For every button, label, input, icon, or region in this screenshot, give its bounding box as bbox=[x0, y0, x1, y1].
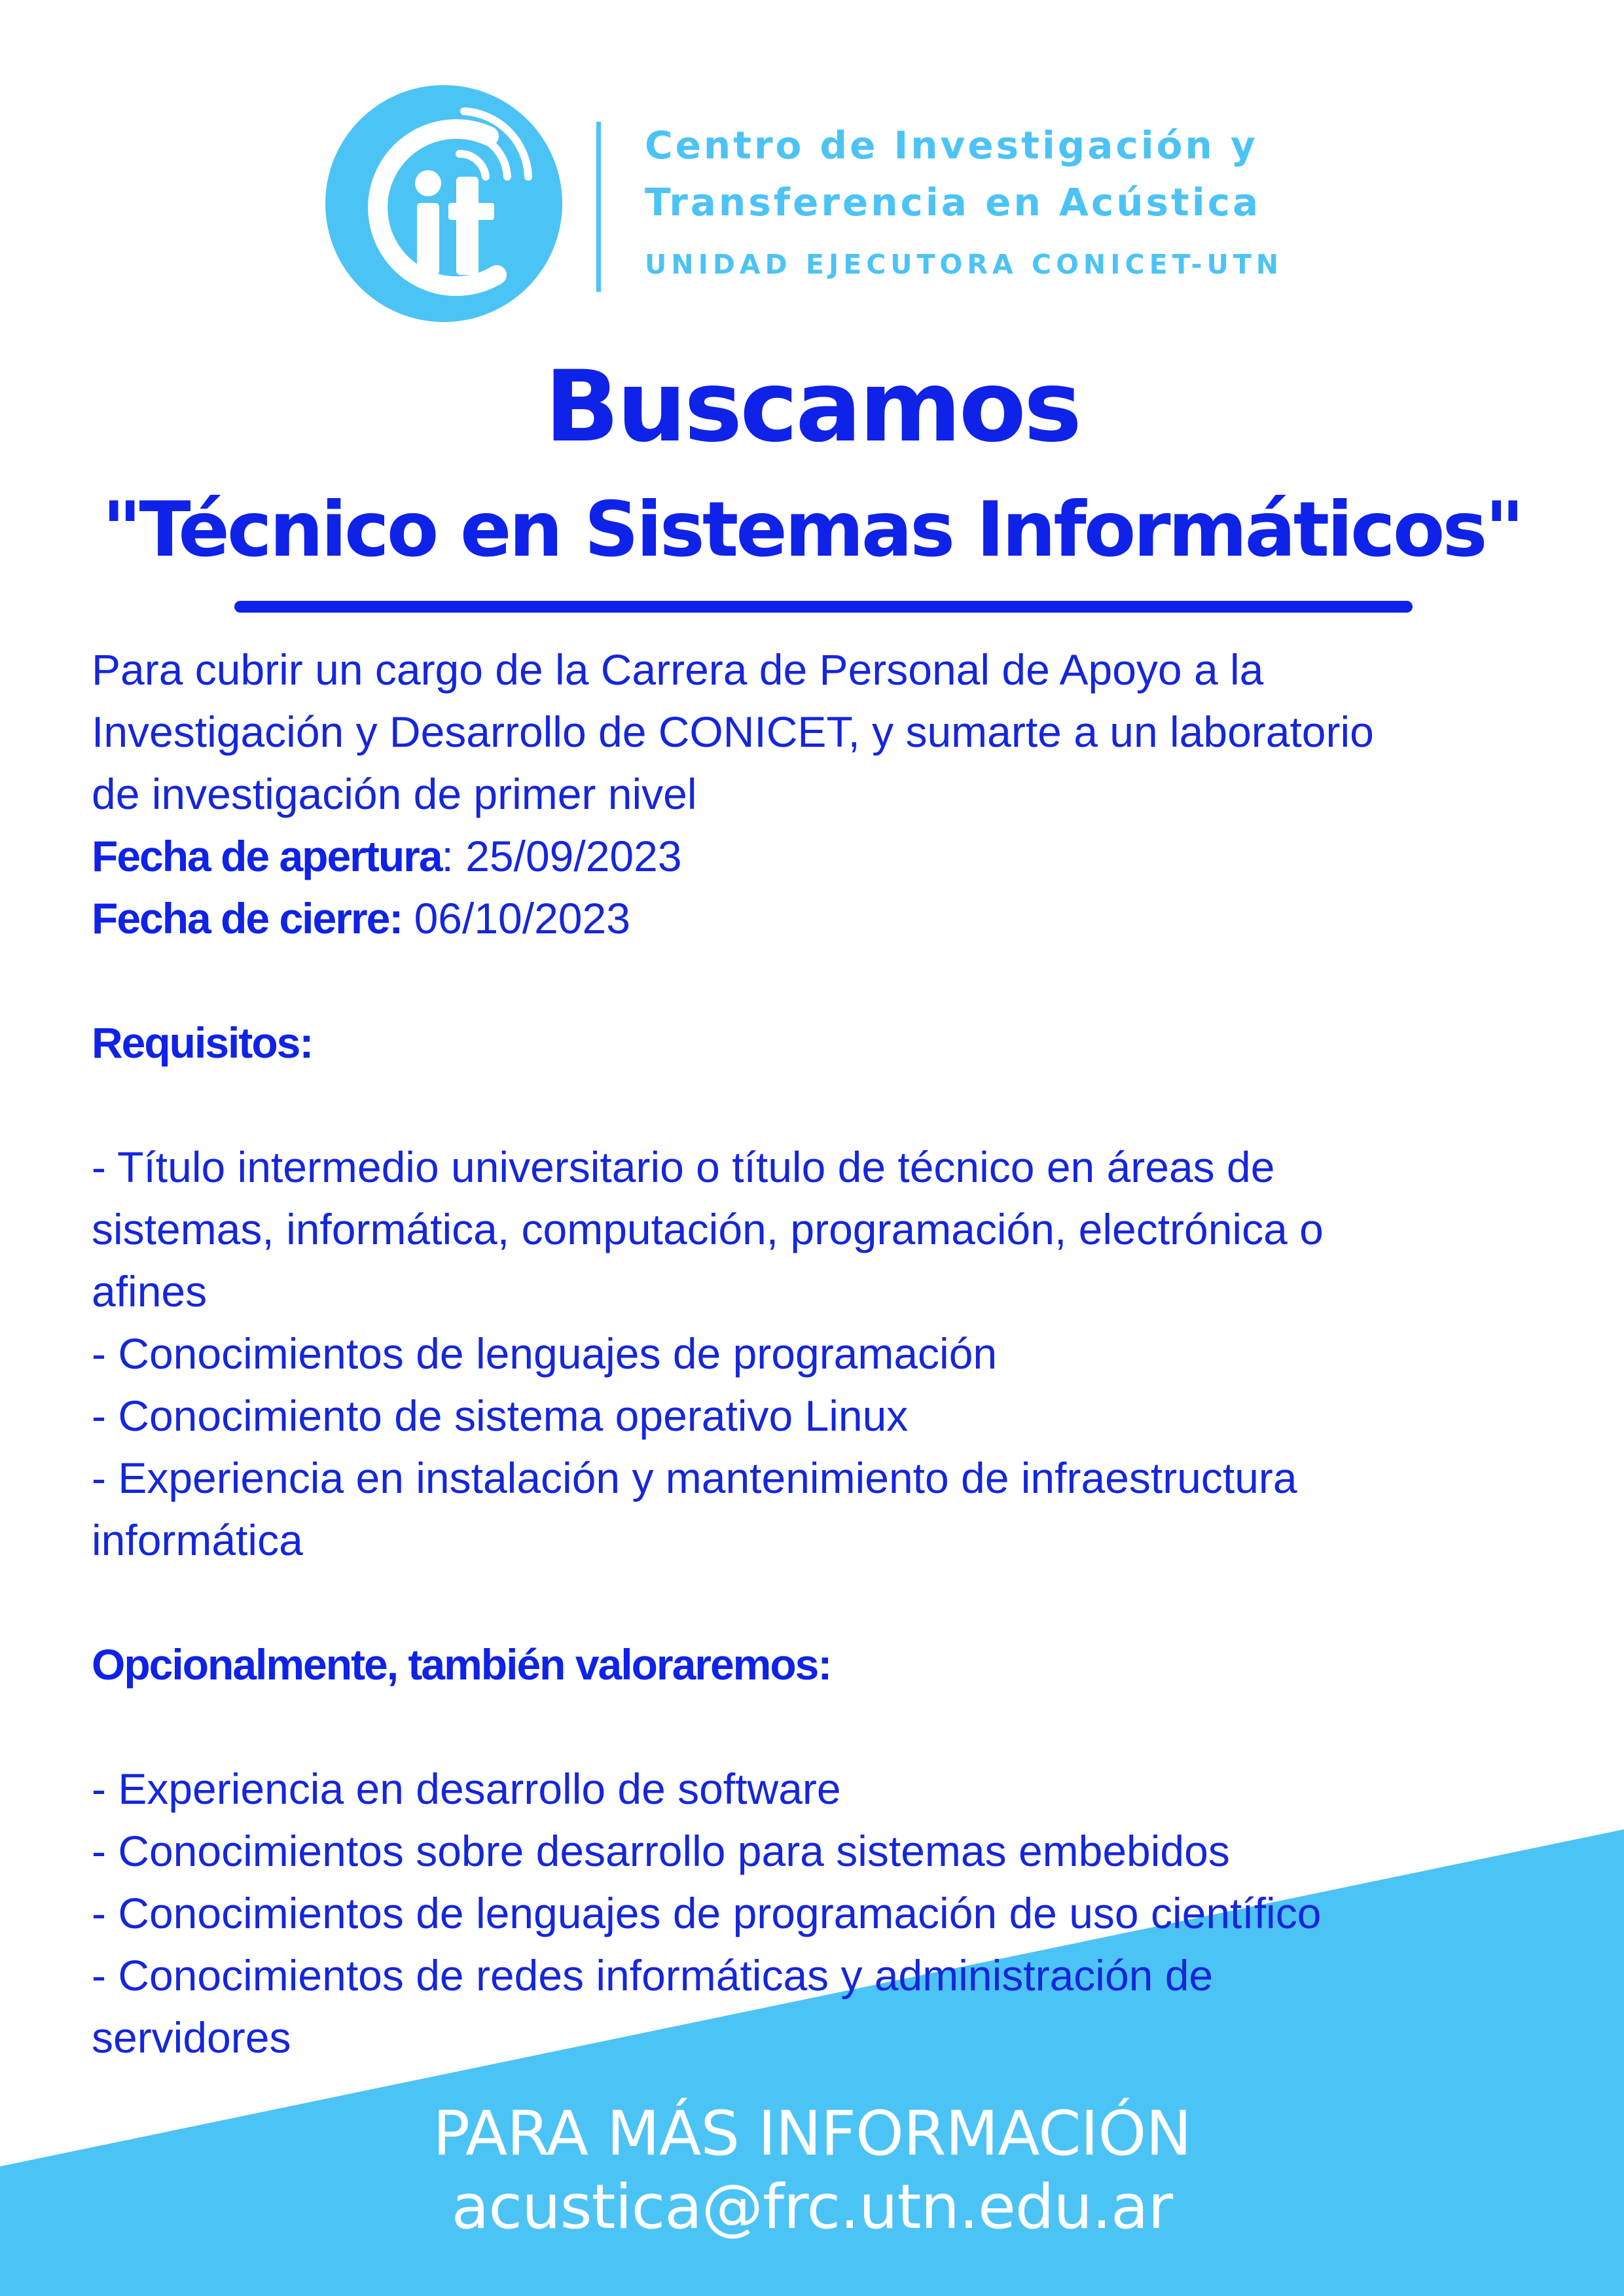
optional-heading: Opcionalmente, también valoraremos: bbox=[92, 1640, 831, 1689]
contact-email[interactable]: acustica@frc.utn.edu.ar bbox=[451, 2172, 1173, 2243]
logo-divider bbox=[596, 122, 601, 292]
more-info-label: PARA MÁS INFORMACIÓN bbox=[433, 2098, 1191, 2170]
requirement-line: - Experiencia en instalación y mantenimiento de infraestructura bbox=[92, 1454, 1297, 1502]
headline-title: Buscamos bbox=[544, 350, 1080, 464]
logo-name-line2: Transferencia en Acústica bbox=[645, 180, 1261, 224]
closing-date-value: 06/10/2023 bbox=[402, 894, 630, 942]
optional-line: servidores bbox=[92, 2013, 291, 2062]
headline-underline bbox=[234, 601, 1413, 613]
cita-logo bbox=[325, 85, 1294, 327]
closing-date-label: Fecha de cierre: bbox=[92, 894, 403, 942]
optional-line: - Conocimientos de lenguajes de programación de uso científico bbox=[92, 1889, 1322, 1937]
optional-line: - Experiencia en desarrollo de software bbox=[92, 1765, 841, 1813]
optional-line: - Conocimientos sobre desarrollo para sistemas embebidos bbox=[92, 1827, 1230, 1875]
position-title: "Técnico en Sistemas Informáticos" bbox=[102, 486, 1522, 574]
requirement-line: - Conocimiento de sistema operativo Linux bbox=[92, 1391, 909, 1440]
acoustic-wave-icon bbox=[325, 85, 562, 322]
opening-date bbox=[92, 825, 1551, 888]
opening-date-value: : 25/09/2023 bbox=[441, 832, 682, 880]
requirement-line: - Conocimientos de lenguajes de programación bbox=[92, 1329, 998, 1378]
logo-subtitle: UNIDAD EJECUTORA CONICET-UTN bbox=[645, 249, 1284, 280]
intro-line: de investigación de primer nivel bbox=[92, 770, 697, 818]
requirement-line: informática bbox=[92, 1516, 303, 1564]
closing-date bbox=[92, 888, 1551, 950]
opening-date-label: Fecha de apertura bbox=[92, 832, 442, 880]
job-description bbox=[92, 639, 1551, 2069]
requirement-line: sistemas, informática, computación, programación, electrónica o bbox=[92, 1205, 1324, 1253]
intro-line: Investigación y Desarrollo de CONICET, y sumarte a un laboratorio bbox=[92, 708, 1374, 756]
requirements-heading: Requisitos: bbox=[92, 1018, 313, 1067]
cita-logo-mark bbox=[325, 85, 562, 322]
requirement-line: afines bbox=[92, 1267, 208, 1316]
intro-line: Para cubrir un cargo de la Carrera de Personal de Apoyo a la bbox=[92, 645, 1264, 694]
logo-name-line1: Centro de Investigación y bbox=[645, 123, 1258, 168]
requirement-line: - Título intermedio universitario o título de técnico en áreas de bbox=[92, 1143, 1275, 1191]
optional-line: - Conocimientos de redes informáticas y administración de bbox=[92, 1951, 1214, 2000]
